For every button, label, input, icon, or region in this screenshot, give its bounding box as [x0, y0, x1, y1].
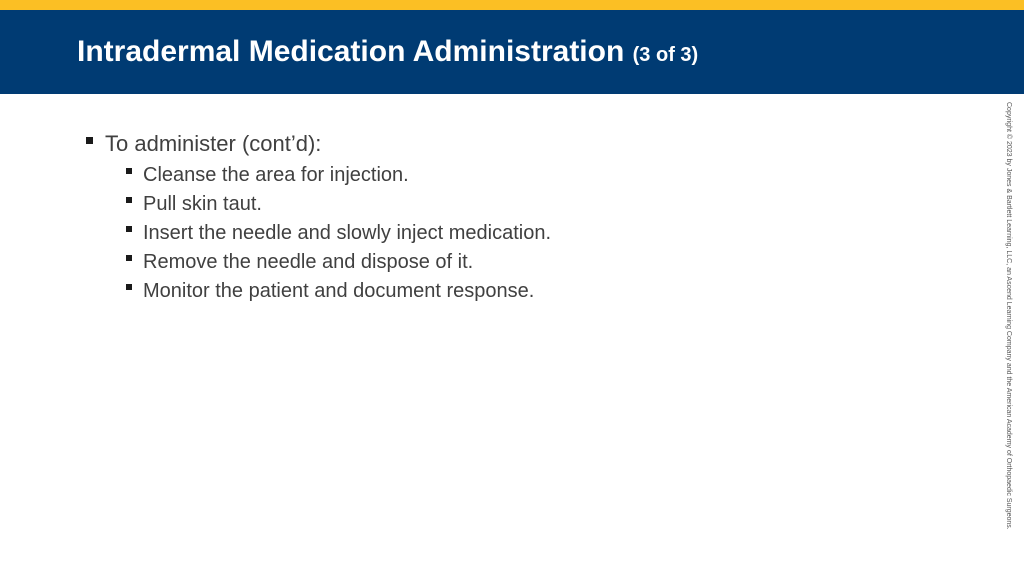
sub-bullet-text: Pull skin taut. — [143, 193, 262, 215]
sub-bullet-text: Insert the needle and slowly inject medication. — [143, 222, 552, 244]
square-bullet-icon — [126, 168, 132, 174]
sub-bullet — [126, 248, 966, 277]
sub-bullet-list — [126, 161, 966, 306]
square-bullet-icon — [126, 226, 132, 232]
square-bullet-icon — [126, 284, 132, 290]
sub-bullet — [126, 219, 966, 248]
sub-bullet — [126, 190, 966, 219]
main-bullet-text: To administer (cont’d): — [105, 131, 322, 156]
sub-bullet-text: Cleanse the area for injection. — [143, 164, 409, 186]
accent-stripe — [0, 0, 1024, 10]
slide-title-part-indicator: (3 of 3) — [632, 44, 699, 66]
slide-title — [77, 34, 698, 73]
sub-bullet-text: Monitor the patient and document response. — [143, 280, 535, 302]
main-bullet — [86, 129, 966, 159]
square-bullet-icon — [126, 197, 132, 203]
sub-bullet-text: Remove the needle and dispose of it. — [143, 251, 474, 273]
sub-bullet — [126, 161, 966, 190]
bullet-content — [86, 129, 966, 306]
square-bullet-icon — [86, 137, 93, 144]
square-bullet-icon — [126, 255, 132, 261]
slide-title-text: Intradermal Medication Administration — [77, 35, 625, 68]
sub-bullet — [126, 277, 966, 306]
copyright-notice: Copyright © 2023 by Jones & Bartlett Learning, LLC, an Ascend Learning Company and the American Academy of Orthopaedic Surgeons. — [1005, 102, 1012, 530]
